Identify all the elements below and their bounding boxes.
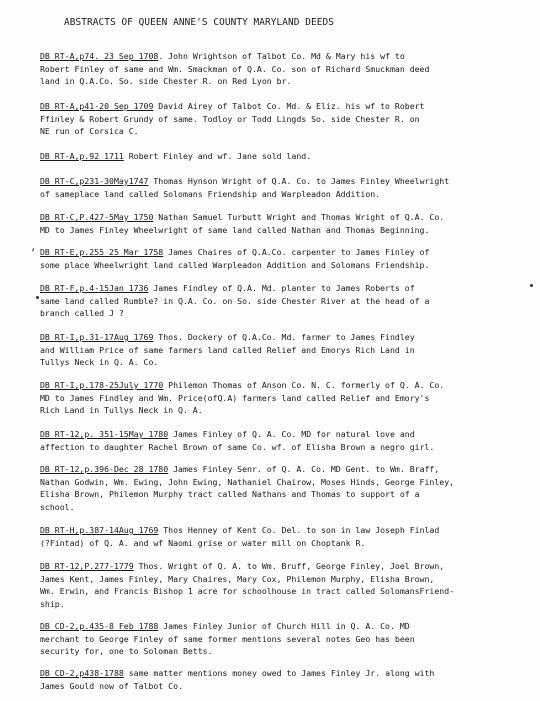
deed-entry-7	[40, 331, 540, 369]
entry-line	[40, 620, 540, 633]
entry-text: James Chaires of Q.A.Co. carpenter to James Finley of	[163, 247, 430, 257]
deed-entry-3	[40, 175, 540, 200]
entry-line	[40, 211, 540, 224]
deed-entry-1	[40, 100, 540, 138]
entry-line: James Kent, James Finley, Mary Chaires, Mary Cox, Philemon Murphy, Elisha Brown,	[40, 573, 435, 584]
entry-line: same land called Rumble? in Q.A. Co. on So. side Chester River at the head of a	[40, 295, 430, 306]
entry-line: Wm. Erwin, and Francis Bishop 1 acre for schoolhouse in tract called SolomansFriend-	[40, 586, 455, 597]
deed-citation: DB RT-A,p74. 23 Sep 1708	[40, 51, 159, 61]
entry-text: same matter mentions money owed to James Finley Jr. along with	[123, 668, 435, 678]
entry-text: James Finley of Q. A. Co. MD for natural love and	[168, 429, 415, 439]
entry-line: Robert Finley of same and Wm. Smackman of Q.A. Co. son of Richard Smuckman deed	[40, 63, 430, 74]
entry-line: NE run of Corsica C.	[40, 126, 139, 137]
entry-line: land in Q.A.Co. So. side Chester R. on Red Lyon br.	[40, 76, 292, 87]
deed-entry-9	[40, 428, 540, 453]
entry-line: school.	[40, 501, 75, 512]
entry-line: affection to daughter Rachel Brown of same Co. wf. of Elisha Brown a negro girl.	[40, 441, 435, 452]
deed-entry-4	[40, 211, 540, 236]
entry-line	[40, 50, 540, 63]
entry-line: James Gould now of Talbot Co.	[40, 680, 183, 691]
deed-citation: DB RT-12,P.277-1779	[40, 561, 134, 571]
entry-text: Nathan Samuel Turbutt Wright and Thomas Wright of Q.A. Co.	[153, 212, 445, 222]
deed-citation: DB RT-I,p.178-25July 1770	[40, 380, 164, 390]
margin-tick-mark: ’	[30, 248, 37, 259]
page-title: ABSTRACTS OF QUEEN ANNE'S COUNTY MARYLAND DEEDS	[64, 17, 334, 28]
deed-entry-0	[40, 50, 540, 88]
deed-citation: DB RT-A,p41-20 Sep 1709	[40, 101, 154, 111]
entry-text: Thos Henney of Kent Co. Del. to son in law Joseph Finlad	[158, 525, 440, 535]
deed-entry-6	[40, 282, 540, 320]
entry-text: . John Wrightson of Talbot Co. Md & Mary his wf to	[158, 51, 405, 61]
deed-entry-11	[40, 524, 540, 549]
entry-text: David Airey of Talbot Co. Md. & Eliz. his wf to Robert	[153, 101, 425, 111]
entry-line	[40, 560, 540, 573]
entry-line	[40, 524, 540, 537]
entry-text: Philemon Thomas of Anson Co. N. C. formerly of Q. A. Co.	[163, 380, 445, 390]
entry-line	[40, 667, 540, 680]
deed-entry-12	[40, 560, 540, 610]
scan-speck	[530, 284, 533, 287]
scan-speck	[36, 296, 39, 299]
entry-text: Robert Finley and wf. Jane sold land.	[123, 151, 312, 161]
entry-line	[40, 379, 540, 392]
deed-citation: DB RT-E,p.255 25 Mar 1758	[40, 247, 164, 257]
deed-citation: DB CD-2,p.435-8 Feb 1788	[40, 621, 159, 631]
entry-line: MD to James Finley Wheelwright of same land called Nathan and Thomas Beginning.	[40, 224, 430, 235]
entry-line: security for, one to Soloman Betts.	[40, 646, 213, 657]
entry-line: of sameplace land called Solomans Friendship and Warpleadon Addition.	[40, 188, 381, 199]
entry-line	[40, 246, 540, 259]
deed-citation: DB RT-A,p.92 1711	[40, 151, 124, 161]
entry-text: Thos. Dockery of Q.A.Co. Md. farmer to James Findley	[153, 332, 415, 342]
entry-line: ship.	[40, 598, 65, 609]
entry-line	[40, 100, 540, 113]
entry-text: Thos. Wright of Q. A. to Wm. Bruff, George Finley, Joel Brown,	[133, 561, 445, 571]
entry-line: MD to James Findley and Wm. Price(ofQ.A) farmers land called Relief and Emory's	[40, 392, 430, 403]
entry-line: Nathan Godwin, Wm. Ewing, John Ewing, Nathaniel Chairow, Moses Hinds, George Finley,	[40, 476, 455, 487]
entry-line: merchant to George Finley of same former mentions several notes Geo has been	[40, 633, 415, 644]
entry-line	[40, 282, 540, 295]
entry-line: some place Wheelwright land called Warpleadon Addition and Solomans Friendship.	[40, 259, 430, 270]
entry-text: Thomas Hynson Wright of Q.A. Co. to James Finley Wheelwright	[148, 176, 450, 186]
deed-citation: DB RT-F,p.4-15Jan 1736	[40, 283, 149, 293]
deed-citation: DB CD-2,p438-1788	[40, 668, 124, 678]
deed-entry-10	[40, 463, 540, 513]
deed-citation: DB RT-C,P.427-5May 1750	[40, 212, 154, 222]
entry-line: (?Fintad) of Q. A. and wf Naomi grise or water mill on Choptank R.	[40, 537, 366, 548]
entry-line: Ffinley & Robert Grundy of same. Todloy or Todd Lingds So. side Chester R. on	[40, 113, 420, 124]
deed-citation: DB RT-I,p.31-17Aug 1769	[40, 332, 154, 342]
entry-line	[40, 428, 540, 441]
deed-entry-5	[40, 246, 540, 271]
deed-citation: DB RT-H,p.387-14Aug 1769	[40, 525, 159, 535]
entry-text: James Findley of Q.A. Md. planter to James Roberts of	[148, 283, 415, 293]
entry-line	[40, 331, 540, 344]
entry-line: Tullys Neck in Q. A. Co.	[40, 357, 159, 368]
deed-entry-14	[40, 667, 540, 692]
entry-line	[40, 150, 540, 163]
deed-citation: DB RT-12,p. 351-15May 1780	[40, 429, 169, 439]
deed-citation: DB RT-12,p.396-Dec 28 1780	[40, 464, 169, 474]
deed-citation: DB RT-C,p231-30May1747	[40, 176, 149, 186]
deed-entry-13	[40, 620, 540, 658]
entry-line: Elisha Brown, Philemon Murphy tract called Nathans and Thomas to support of a	[40, 489, 420, 500]
entry-line: and William Price of same farmers land called Relief and Emorys Rich Land in	[40, 344, 415, 355]
deed-entry-2	[40, 150, 540, 163]
entry-line	[40, 175, 540, 188]
entry-line: branch called J ?	[40, 308, 124, 319]
entry-text: James Finley Junior of Church Hill in Q. A. Co. MD	[158, 621, 410, 631]
deed-entry-8	[40, 379, 540, 417]
entry-line: Rich Land in Tullys Neck in Q. A.	[40, 405, 203, 416]
entry-line	[40, 463, 540, 476]
entry-text: James Finley Senr. of Q. A. Co. MD Gent. to Wm. Braff,	[168, 464, 440, 474]
